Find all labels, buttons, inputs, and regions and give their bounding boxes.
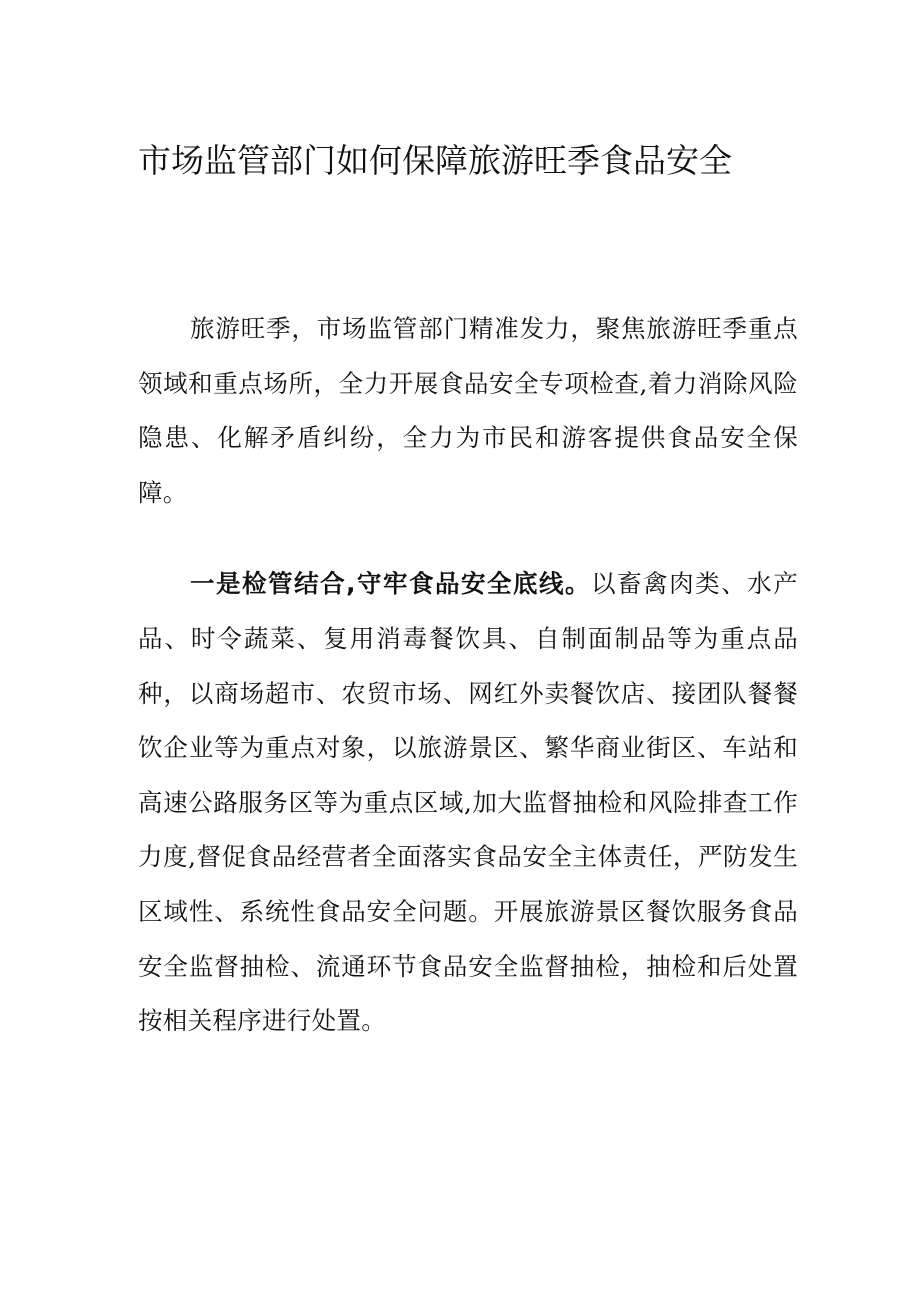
paragraph-intro [138, 302, 798, 520]
paragraph-point-one-text: 以畜禽肉类、水产品、时令蔬菜、复用消毒餐饮具、自制面制品等为重点品种，以商场超市、农贸市场、网红外卖餐饮店、接团队餐餐饮企业等为重点对象，以旅游景区、繁华商业街区、车站和高速公路服务区等为重点区域,加大监督抽检和风险排查工作力度,督促食品经营者全面落实食品安全主体责任，严防发生区域性、系统性食品安全问题。开展旅游景区餐饮服务食品安全监督抽检、流通环节食品安全监督抽检，抽检和后处置按相关程序进行处置。 [138, 569, 798, 1036]
paragraph-point-one-heading: 一是检管结合,守牢食品安全底线。 [190, 569, 592, 599]
document-body [138, 302, 798, 1086]
document-title: 市场监管部门如何保障旅游旺季食品安全 [138, 141, 732, 180]
paragraph-intro-text: 旅游旺季，市场监管部门精准发力，聚焦旅游旺季重点领域和重点场所，全力开展食品安全专项检查,着力消除风险隐患、化解矛盾纠纷，全力为市民和游客提供食品安全保障。 [138, 314, 798, 507]
paragraph-point-one [138, 557, 798, 1048]
